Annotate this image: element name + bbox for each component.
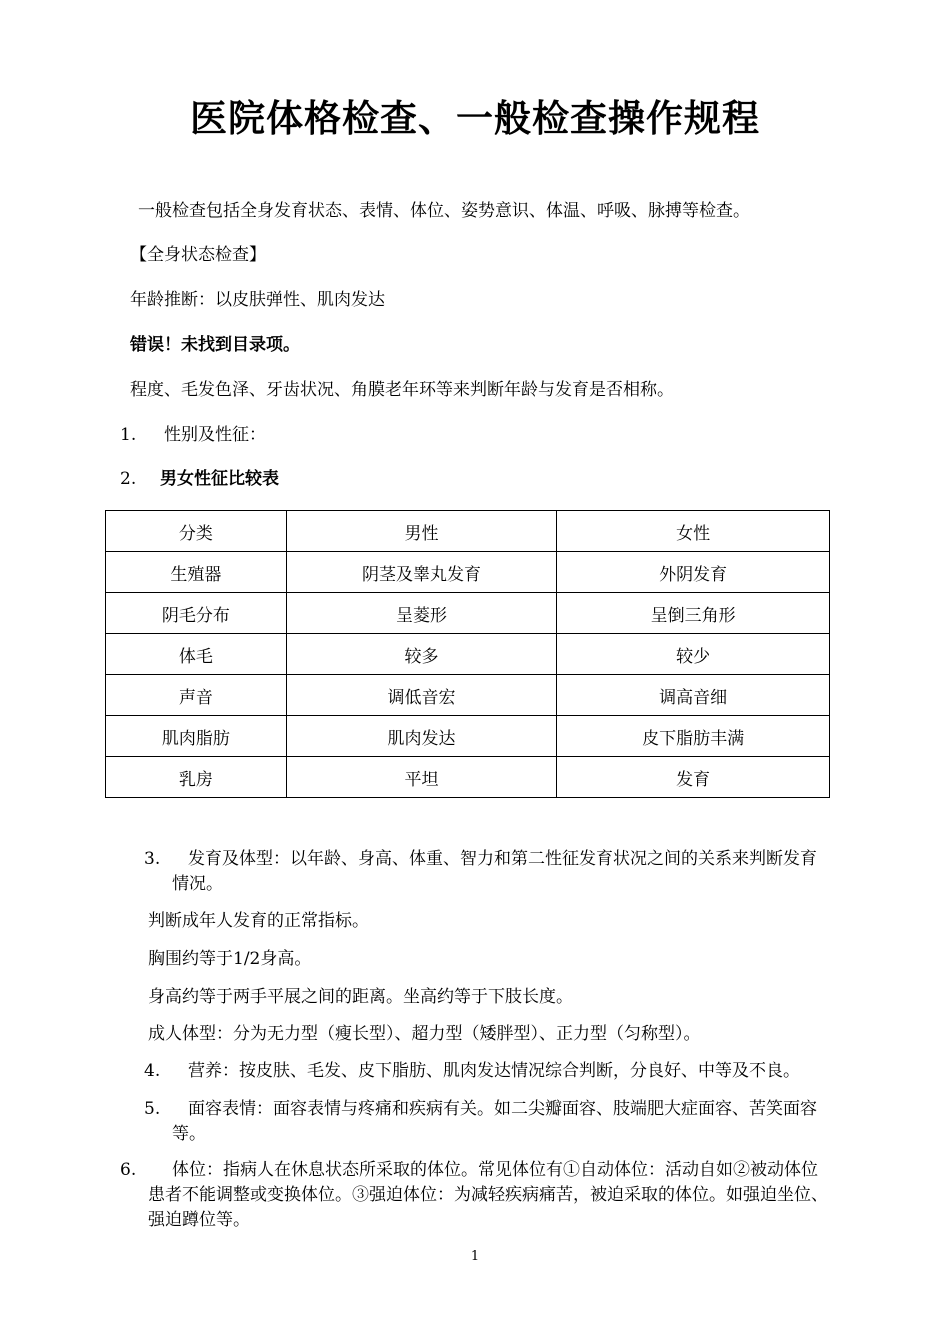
table-row xyxy=(106,552,830,593)
table-row xyxy=(106,593,830,634)
list-item-1 xyxy=(120,423,266,447)
table-cell: 较少 xyxy=(557,634,830,675)
list-item-4 xyxy=(144,1059,800,1083)
gender-comparison-table xyxy=(105,510,830,798)
intro-paragraph: 一般检查包括全身发育状态、表情、体位、姿势意识、体温、呼吸、脉搏等检查。 xyxy=(138,201,750,221)
list-item-6-continuation: 强迫蹲位等。 xyxy=(148,1210,250,1230)
table-cell: 肌肉发达 xyxy=(286,716,557,757)
list-number: 6. xyxy=(120,1160,137,1180)
chest-paragraph: 胸围约等于1/2身高。 xyxy=(148,949,312,969)
list-text: 发育及体型：以年龄、身高、体重、智力和第二性征发育状况之间的关系来判断发育 xyxy=(188,849,817,869)
table-row xyxy=(106,675,830,716)
table-cell: 呈菱形 xyxy=(286,593,557,634)
normal-indicator-paragraph: 判断成年人发育的正常指标。 xyxy=(148,911,369,931)
table-cell: 调高音细 xyxy=(557,675,830,716)
list-text: 体位：指病人在休息状态所采取的体位。常见体位有①自动体位：活动自如②被动体位 xyxy=(172,1160,818,1180)
height-paragraph: 身高约等于两手平展之间的距离。坐高约等于下肢长度。 xyxy=(148,987,573,1007)
table-cell: 调低音宏 xyxy=(286,675,557,716)
table-cell: 生殖器 xyxy=(106,552,287,593)
list-item-3 xyxy=(144,847,817,871)
table-cell: 乳房 xyxy=(106,757,287,798)
list-text: 性别及性征： xyxy=(164,425,266,445)
table-cell: 平坦 xyxy=(286,757,557,798)
list-number: 3. xyxy=(144,849,161,869)
list-item-6-continuation: 患者不能调整或变换体位。③强迫体位：为减轻疾病痛苦，被迫采取的体位。如强迫坐位、 xyxy=(148,1185,828,1205)
list-item-6 xyxy=(120,1158,818,1182)
list-text: 营养：按皮肤、毛发、皮下脂肪、肌肉发达情况综合判断，分良好、中等及不良。 xyxy=(188,1061,800,1081)
table-row xyxy=(106,716,830,757)
list-number: 2. xyxy=(120,469,137,489)
table-cell: 皮下脂肪丰满 xyxy=(557,716,830,757)
table-row xyxy=(106,634,830,675)
list-number: 1. xyxy=(120,425,137,445)
table-cell: 较多 xyxy=(286,634,557,675)
table-cell: 体毛 xyxy=(106,634,287,675)
section-heading: 【全身状态检查】 xyxy=(130,245,266,265)
table-cell: 呈倒三角形 xyxy=(557,593,830,634)
table-cell: 阴茎及睾丸发育 xyxy=(286,552,557,593)
body-type-paragraph: 成人体型：分为无力型（瘦长型）、超力型（矮胖型）、正力型（匀称型）。 xyxy=(148,1024,701,1044)
table-row xyxy=(106,757,830,798)
list-item-2 xyxy=(120,467,279,491)
table-header-row xyxy=(106,511,830,552)
page-title: 医院体格检查、一般检查操作规程 xyxy=(190,96,760,140)
list-item-3-continuation: 情况。 xyxy=(172,874,223,894)
list-number: 4. xyxy=(144,1061,161,1081)
list-item-5 xyxy=(144,1097,817,1121)
list-text: 面容表情：面容表情与疼痛和疾病有关。如二尖瓣面容、肢端肥大症面容、苦笑面容 xyxy=(188,1099,817,1119)
table-cell: 肌肉脂肪 xyxy=(106,716,287,757)
page-number: 1 xyxy=(470,1249,480,1264)
degree-paragraph: 程度、毛发色泽、牙齿状况、角膜老年环等来判断年龄与发育是否相称。 xyxy=(130,380,674,400)
table-cell: 声音 xyxy=(106,675,287,716)
header-cell: 男性 xyxy=(286,511,557,552)
list-item-5-continuation: 等。 xyxy=(172,1124,206,1144)
age-paragraph: 年龄推断：以皮肤弹性、肌肉发达 xyxy=(130,290,385,310)
table-cell: 外阴发育 xyxy=(557,552,830,593)
header-cell: 女性 xyxy=(557,511,830,552)
list-number: 5. xyxy=(144,1099,161,1119)
header-cell: 分类 xyxy=(106,511,287,552)
table-cell: 发育 xyxy=(557,757,830,798)
table-caption: 男女性征比较表 xyxy=(160,469,279,489)
table-cell: 阴毛分布 xyxy=(106,593,287,634)
error-line: 错误！未找到目录项。 xyxy=(130,335,300,355)
